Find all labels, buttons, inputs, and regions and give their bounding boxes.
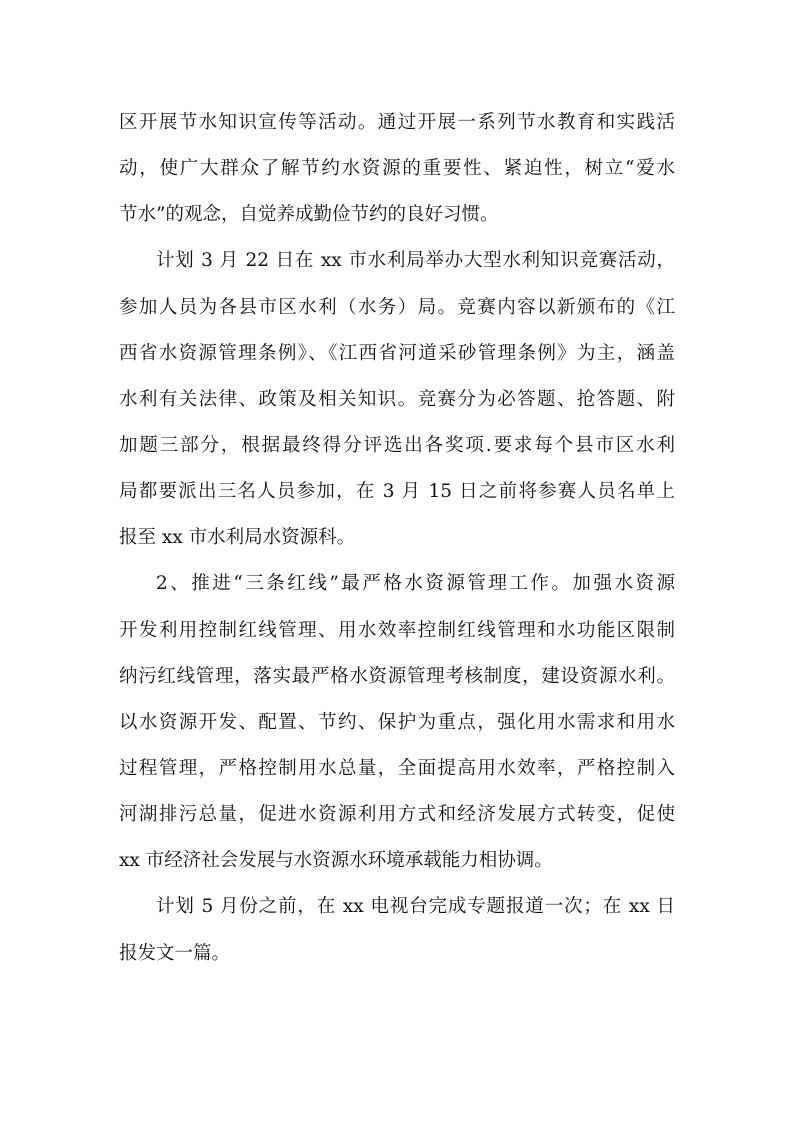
paragraph-line: 西省水资源管理条例》、《江西省河道采砂管理条例》为主，涵盖 <box>119 342 675 364</box>
paragraph-line: 河湖排污总量，促进水资源利用方式和经济发展方式转变，促使 <box>119 804 675 826</box>
paragraph-line: 纳污红线管理，落实最严格水资源管理考核制度，建设资源水利。 <box>119 665 675 687</box>
paragraph-line: 动，使广大群众了解节约水资源的重要性、紧迫性，树立“爱水 <box>119 158 675 180</box>
document-body <box>119 100 675 977</box>
paragraph-line: 2、推进“三条红线”最严格水资源管理工作。加强水资源 <box>156 573 675 595</box>
paragraph-line: 计划 3 月 22 日在 xx 市水利局举办大型水利知识竞赛活动， <box>156 250 675 272</box>
paragraph-line: 局都要派出三名人员参加，在 3 月 15 日之前将参赛人员名单上 <box>119 481 675 503</box>
paragraph-line: 过程管理，严格控制用水总量，全面提高用水效率，严格控制入 <box>119 757 675 779</box>
paragraph-line: 参加人员为各县市区水利（水务）局。竞赛内容以新颁布的《江 <box>119 296 675 318</box>
paragraph-line: 报至 xx 市水利局水资源科。 <box>119 527 356 549</box>
paragraph-line: 报发文一篇。 <box>119 942 231 964</box>
paragraph-line: 开发利用控制红线管理、用水效率控制红线管理和水功能区限制 <box>119 619 675 641</box>
paragraph-line: 以水资源开发、配置、节约、保护为重点，强化用水需求和用水 <box>119 711 675 733</box>
paragraph-line: 加题三部分，根据最终得分评选出各奖项.要求每个县市区水利 <box>119 434 675 456</box>
paragraph-line: 节水”的观念，自觉养成勤俭节约的良好习惯。 <box>119 204 499 226</box>
paragraph-line: 区开展节水知识宣传等活动。通过开展一系列节水教育和实践活 <box>119 112 675 133</box>
paragraph-line: xx 市经济社会发展与水资源水环境承载能力相协调。 <box>119 850 553 872</box>
paragraph-line: 水利有关法律、政策及相关知识。竞赛分为必答题、抢答题、附 <box>119 388 675 410</box>
paragraph-line: 计划 5 月份之前，在 xx 电视台完成专题报道一次；在 xx 日 <box>156 896 675 918</box>
